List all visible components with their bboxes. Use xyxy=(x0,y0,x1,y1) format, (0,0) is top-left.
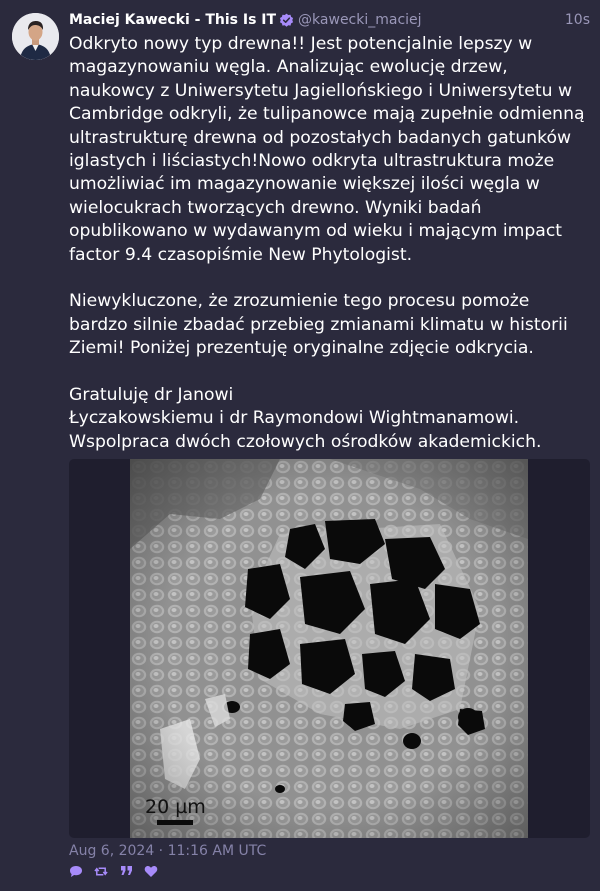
scale-bar-label: 20 µm xyxy=(145,796,206,818)
author-handle[interactable]: @kawecki_maciej xyxy=(298,12,422,28)
avatar-image xyxy=(12,13,59,60)
post-paragraph: Gratuluję dr Janowi Łyczakowskiemu i dr Raymondowi Wightmanamowi. Wspolpraca dwóch czołowych ośrodków akademickich. xyxy=(69,385,542,452)
sem-micrograph-image xyxy=(130,459,528,838)
post-timestamp[interactable]: Aug 6, 2024 · 11:16 AM UTC xyxy=(69,843,267,859)
post-content xyxy=(69,33,591,454)
quote-icon[interactable] xyxy=(119,864,133,878)
display-name[interactable]: Maciej Kawecki - This Is IT xyxy=(69,12,277,28)
reply-icon[interactable] xyxy=(69,864,83,878)
verified-badge-icon xyxy=(279,13,294,28)
avatar[interactable] xyxy=(12,13,59,60)
media-attachment[interactable] xyxy=(69,459,590,838)
post-actions xyxy=(69,864,158,878)
relative-time[interactable]: 10s xyxy=(564,12,590,28)
scale-bar xyxy=(157,820,193,825)
post-paragraph: Niewykluczone, że zrozumienie tego procesu pomoże bardzo silnie zbadać przebieg zmianami klimatu w historii Ziemi! Poniżej prezentuję oryginalne zdjęcie odkrycia. xyxy=(69,291,568,359)
post-paragraph: Odkryto nowy typ drewna!! Jest potencjalnie lepszy w magazynowaniu węgla. Analizując ewolucję drzew, naukowcy z Uniwersytetu Jagiellońskiego i Uniwersytetu w Cambridge odkryli, że tulipanowce mają zupełnie odmienną ultrastrukturę drewna od pozostałych badanych gatunków iglastych i liściastych!Nowo odkryta ultrastruktura może umożliwiać im magazynowanie większej ilości węgla w wielocukrach tworzących drewno. Wyniki badań opublikowano w wydawanym od wieku i mającym impact factor 9.4 czasopiśmie New Phytologist. xyxy=(69,34,585,265)
repost-icon[interactable] xyxy=(94,864,108,878)
like-icon[interactable] xyxy=(144,864,158,878)
post-header xyxy=(69,10,590,30)
